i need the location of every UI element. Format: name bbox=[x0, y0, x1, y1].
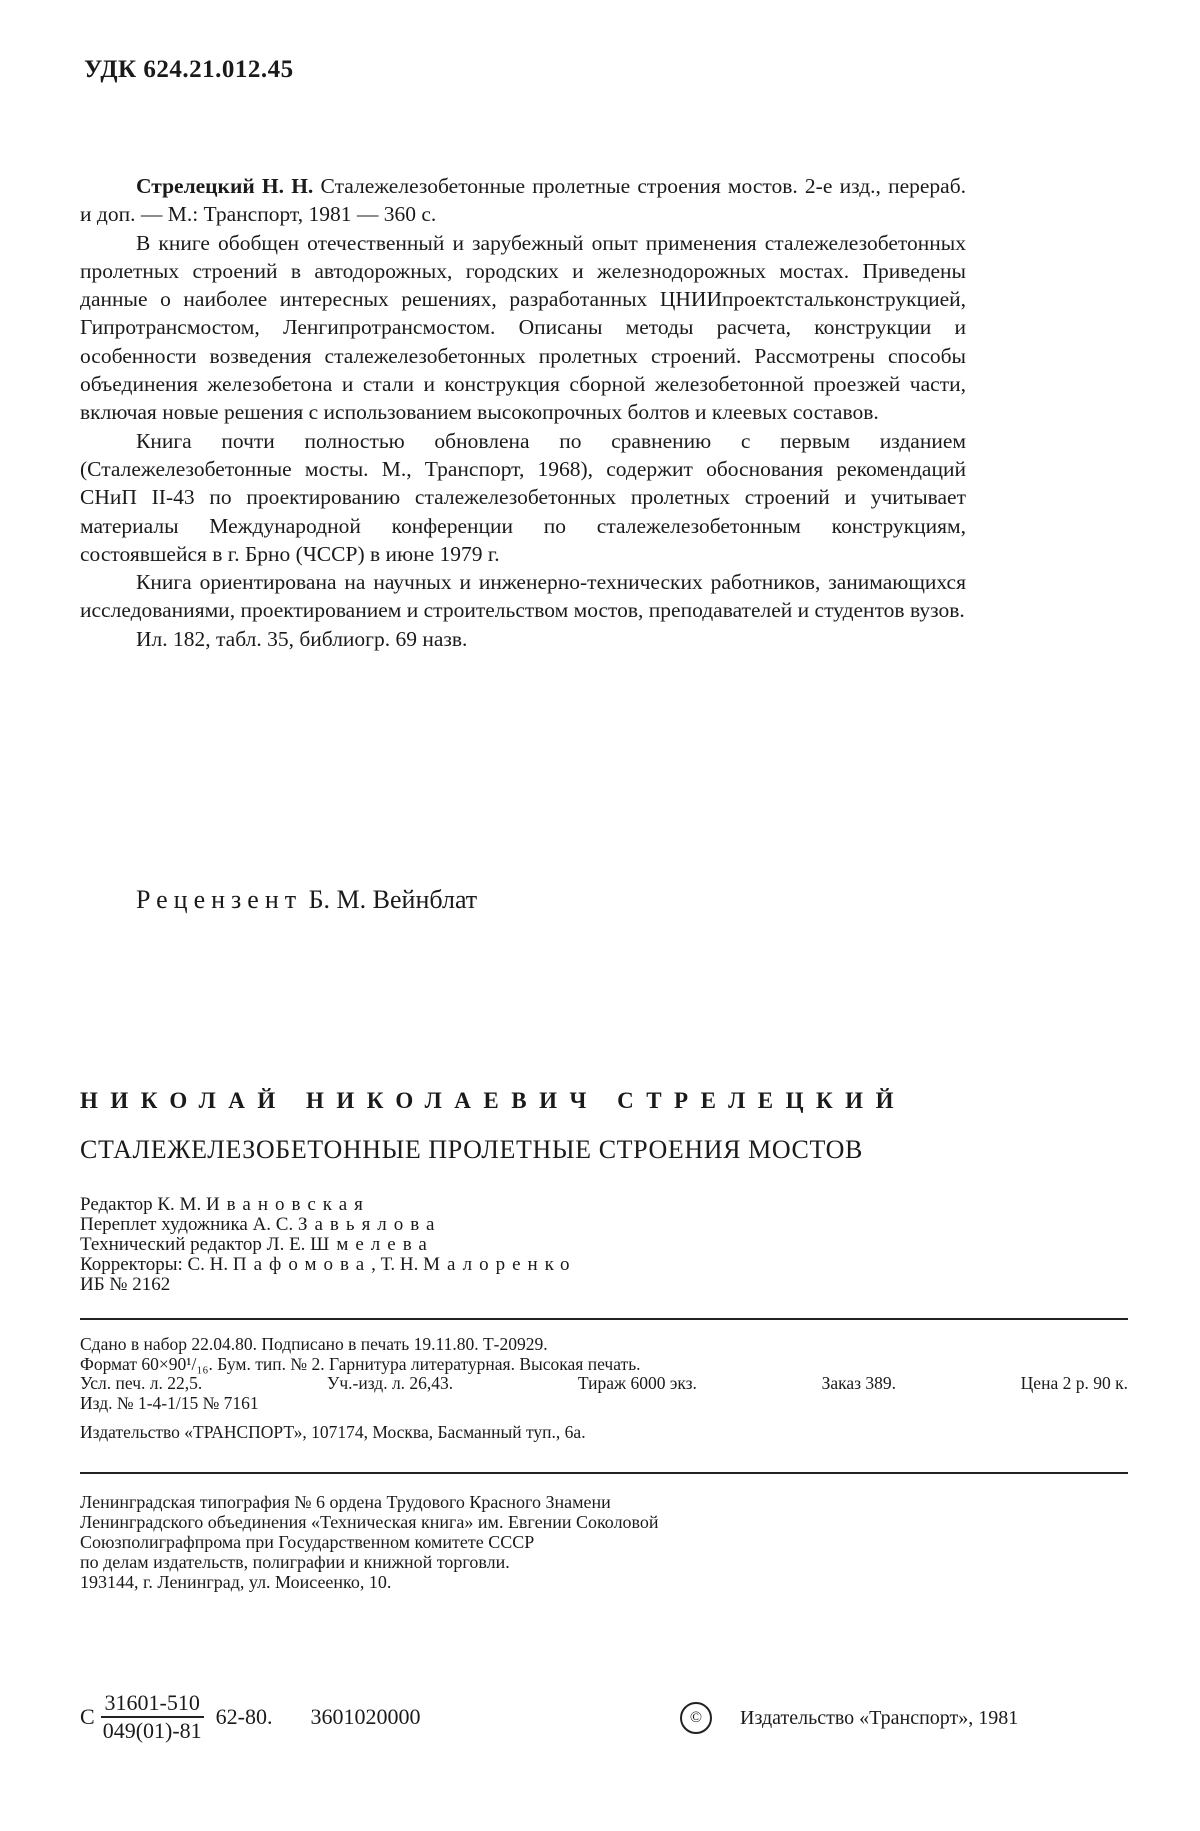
abstract-paragraph-1: В книге обобщен отечественный и зарубежный опыт применения сталежелезобетонных пролетных строений в автодорожных, городских и железнодорожных мостах. Приведены данные о наиболее интересных решениях, разработанных ЦНИИпроектстальконструкцией, Гипротрансмостом, Ленгипротрансмостом. Описаны методы расчета, конструкции и особенности возведения сталежелезобетонных пролетных строений. Рассмотрены способы объединения железобетона и стали и конструкция сборной железобетонной проезжей части, включая новые решения с использованием высокопрочных болтов и клеевых составов. bbox=[80, 230, 966, 425]
citation-paragraph bbox=[80, 172, 966, 229]
credit-proofreaders: Корректоры: С. Н. Пафомова, Т. Н. Малоренко bbox=[80, 1254, 577, 1275]
index-numerator: 31601-510 bbox=[101, 1690, 204, 1718]
index-suffix: 62-80. bbox=[215, 1704, 273, 1729]
divider-rule bbox=[80, 1318, 1128, 1320]
abstract-paragraph-2: Книга почти полностью обновлена по сравнению с первым изданием (Сталежелезобетонные мосты. М., Транспорт, 1968), содержит обоснования рекомендаций СНиП II-43 по проектированию сталежелезобетонных пролетных строений и учитывает материалы Международной конференции по сталежелезобетонным конструкциям, состоявшейся в г. Брно (ЧССР) в июне 1979 г. bbox=[80, 428, 966, 566]
book-title: СТАЛЕЖЕЛЕЗОБЕТОННЫЕ ПРОЛЕТНЫЕ СТРОЕНИЯ МОСТОВ bbox=[80, 1135, 863, 1164]
udk-code: УДК 624.21.012.45 bbox=[84, 56, 294, 83]
publisher-address: Издательство «ТРАНСПОРТ», 107174, Москва, Басманный туп., 6а. bbox=[80, 1422, 586, 1442]
pubinfo-line: Изд. № 1-4-1/15 № 7161 bbox=[80, 1392, 259, 1413]
index-code: 3601020000 bbox=[310, 1704, 421, 1729]
catalog-index bbox=[80, 1690, 421, 1744]
pubinfo-line: Формат 60×90¹/₁₆. Бум. тип. № 2. Гарнитура литературная. Высокая печать. bbox=[80, 1353, 641, 1374]
author-full-name: НИКОЛАЙ НИКОЛАЕВИЧ СТРЕЛЕЦКИЙ bbox=[80, 1088, 906, 1113]
divider-rule bbox=[80, 1472, 1128, 1474]
index-fraction bbox=[99, 1690, 206, 1744]
credit-tech-editor: Технический редактор Л. Е. Шмелева bbox=[80, 1234, 434, 1255]
pubinfo-line: Усл. печ. л. 22,5. Уч.-изд. л. 26,43. Тираж 6000 экз. Заказ 389. Цена 2 р. 90 к. bbox=[80, 1373, 1128, 1393]
credit-cover-artist: Переплет художника А. С. Завьялова bbox=[80, 1214, 442, 1235]
copyright-line bbox=[680, 1702, 1018, 1734]
printer-info: Ленинградская типография № 6 ордена Трудового Красного Знамени Ленинградского объединения «Техническая книга» им. Евгении Соколовой Союзполиграфпрома при Государственном комитете СССР по делам издательств, полиграфии и книжной торговли. 193144, г. Ленинград, ул. Моисеенко, 10. bbox=[80, 1492, 659, 1592]
ib-number: ИБ № 2162 bbox=[80, 1274, 171, 1295]
abstract-block bbox=[80, 172, 966, 653]
pubinfo-line: Сдано в набор 22.04.80. Подписано в печать 19.11.80. Т-20929. bbox=[80, 1334, 548, 1354]
credit-editor: Редактор К. М. Ивановская bbox=[80, 1194, 370, 1215]
index-denominator: 049(01)-81 bbox=[102, 1718, 202, 1743]
credits-block bbox=[80, 1195, 576, 1295]
abstract-paragraph-3: Книга ориентирована на научных и инженерно-технических работников, занимающихся исследованиями, проектированием и строительством мостов, преподавателей и студентов вузов. bbox=[80, 570, 966, 623]
copyright-icon: © bbox=[680, 1702, 712, 1734]
reviewer-name: Б. М. Вейнблат bbox=[308, 885, 478, 914]
publication-info bbox=[80, 1335, 1128, 1443]
author-short: Стрелецкий Н. Н. bbox=[136, 174, 314, 198]
index-prefix: С bbox=[80, 1704, 95, 1729]
reviewer-label: Рецензент bbox=[136, 885, 303, 914]
copyright-text: Издательство «Транспорт», 1981 bbox=[740, 1706, 1019, 1729]
illustration-count: Ил. 182, табл. 35, библиогр. 69 назв. bbox=[136, 626, 468, 651]
citation-text: Сталежелезобетонные пролетные строения мостов. 2-е изд., перераб. и доп. — М.: Транспорт, 1981 — 360 с. bbox=[80, 174, 967, 227]
reviewer-line bbox=[136, 885, 477, 915]
